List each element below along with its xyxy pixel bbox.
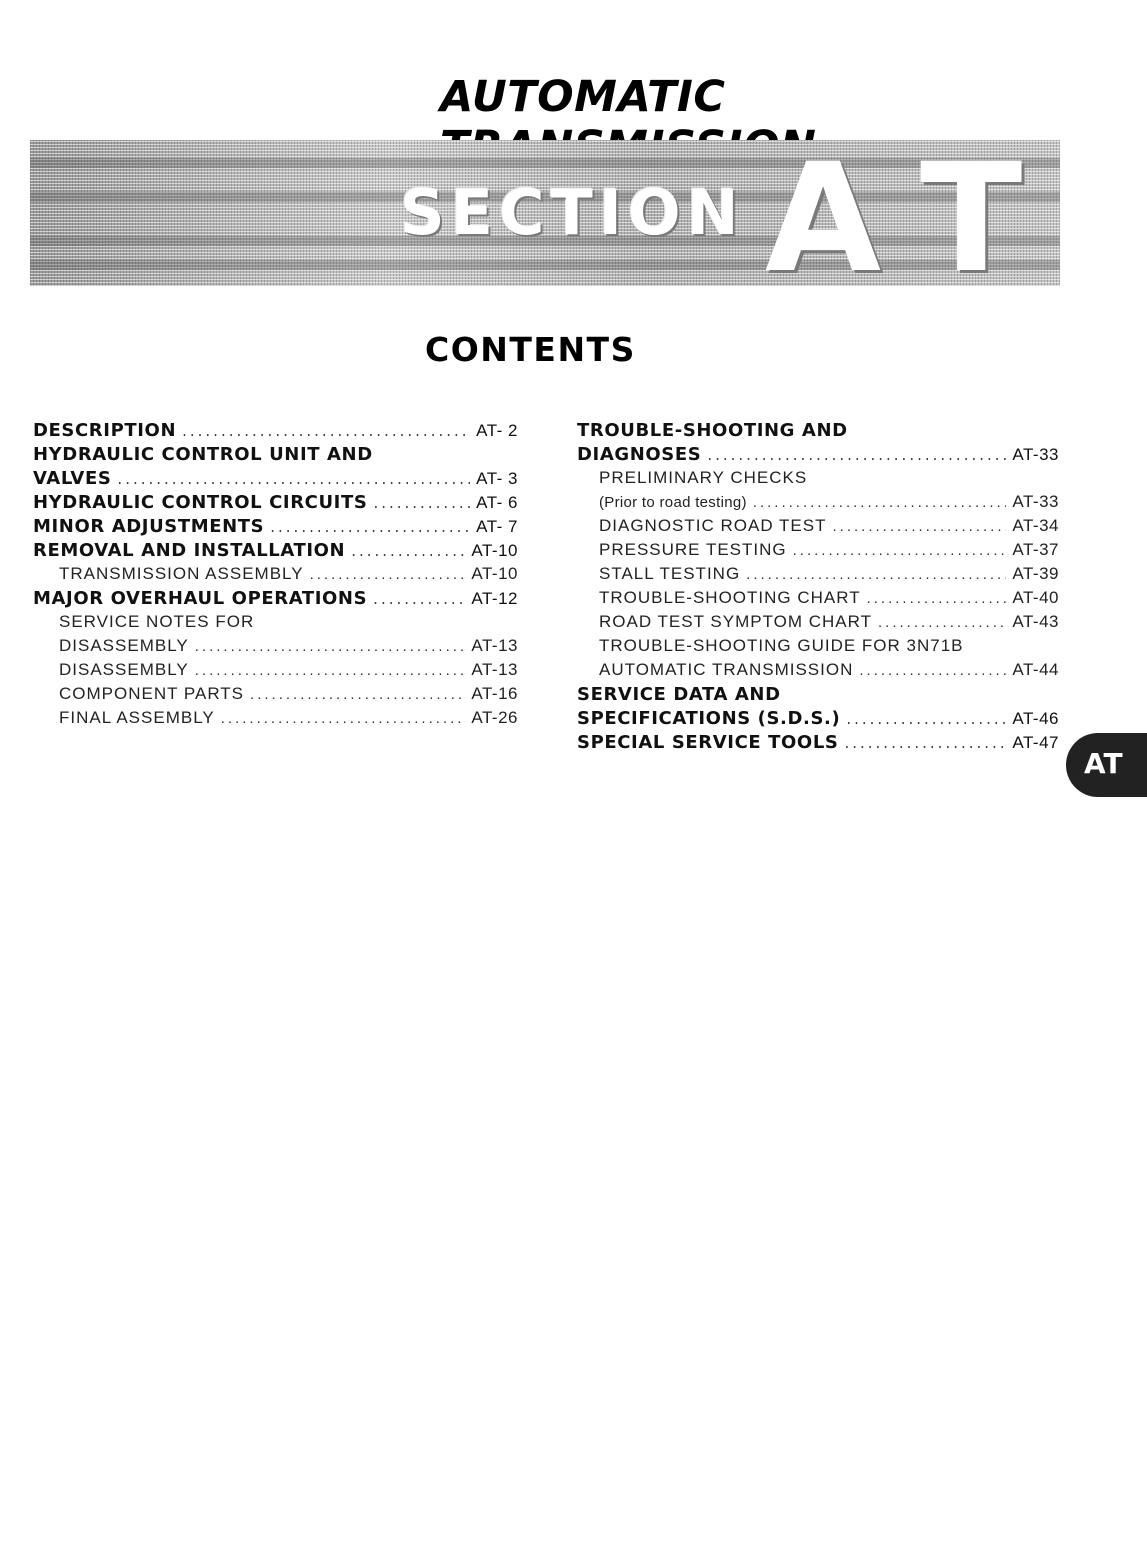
contents-heading: CONTENTS [425, 330, 636, 369]
toc-leader-dots [867, 590, 1007, 607]
section-banner [30, 140, 1060, 286]
toc-entry-preliminary-checks[interactable] [577, 468, 1059, 492]
toc-page-number: AT-33 [1012, 492, 1059, 511]
section-tab-label: AT [1084, 747, 1123, 780]
toc-entry-service-data[interactable] [577, 684, 1059, 708]
toc-entry-special-service-tools[interactable] [577, 732, 1059, 756]
toc-leader-dots [844, 734, 1006, 752]
toc-leader-dots [846, 710, 1006, 728]
toc-entry-final-assembly[interactable] [33, 708, 518, 732]
toc-page-number: AT-13 [471, 660, 518, 679]
toc-entry-label: PRELIMINARY CHECKS [599, 468, 808, 487]
toc-page-number: AT- 2 [476, 421, 518, 440]
banner-stripe [30, 158, 1060, 168]
toc-entry-label: DISASSEMBLY [59, 636, 189, 655]
toc-entry-diagnostic-road-test[interactable] [577, 516, 1059, 540]
section-tab[interactable] [1066, 733, 1147, 797]
toc-page-number: AT-34 [1012, 516, 1059, 535]
toc-entry-label: STALL TESTING [599, 564, 741, 583]
toc-page-number: AT- 7 [476, 517, 518, 536]
toc-entry-label: HYDRAULIC CONTROL UNIT AND [33, 444, 373, 465]
toc-page-number: AT-33 [1012, 445, 1059, 464]
toc-page-number: AT-13 [471, 636, 518, 655]
toc-entry-trouble-shooting-guide[interactable] [577, 636, 1059, 660]
toc-entry-stall-testing[interactable] [577, 564, 1059, 588]
toc-entry-label: PRESSURE TESTING [599, 540, 787, 559]
page-title: AUTOMATIC [440, 72, 726, 122]
toc-page-number: AT-12 [471, 589, 518, 608]
toc-page-number: AT-10 [471, 541, 518, 560]
toc-entry-label: TROUBLE-SHOOTING GUIDE FOR 3N71B [599, 636, 964, 655]
banner-letter-t: T [920, 140, 1023, 286]
toc-leader-dots [793, 542, 1007, 559]
toc-page-number: AT-10 [471, 564, 518, 583]
toc-entry-label: TROUBLE-SHOOTING CHART [599, 588, 861, 607]
toc-entry-label: SPECIAL SERVICE TOOLS [577, 732, 839, 753]
toc-leader-dots [310, 566, 466, 583]
toc-entry-major-overhaul[interactable] [33, 588, 518, 612]
toc-left-column [33, 420, 518, 732]
toc-page-number: AT-47 [1012, 733, 1059, 752]
toc-leader-dots [373, 590, 465, 608]
toc-entry-label: DIAGNOSTIC ROAD TEST [599, 516, 827, 535]
toc-page-number: AT-43 [1012, 612, 1059, 631]
toc-leader-dots [746, 566, 1006, 583]
toc-entry-label: DESCRIPTION [33, 420, 177, 441]
toc-leader-dots [351, 542, 465, 560]
toc-leader-dots [859, 662, 1006, 679]
toc-entry-trouble-shooting[interactable] [577, 420, 1059, 444]
toc-leader-dots [182, 422, 470, 440]
toc-entry-minor-adjustments[interactable] [33, 516, 518, 540]
toc-entry-label: DISASSEMBLY [59, 660, 189, 679]
toc-entry-label: DIAGNOSES [577, 444, 702, 465]
toc-page-number: AT-37 [1012, 540, 1059, 559]
toc-right-column [577, 420, 1059, 756]
toc-entry-transmission-assembly[interactable] [33, 564, 518, 588]
toc-page-number: AT-46 [1012, 709, 1059, 728]
toc-entry-label: MAJOR OVERHAUL OPERATIONS [33, 588, 368, 609]
toc-entry-service-notes[interactable] [33, 612, 518, 636]
banner-letter-a: A [765, 140, 882, 286]
toc-entry-component-parts[interactable] [33, 684, 518, 708]
toc-entry-road-test-symptom-chart[interactable] [577, 612, 1059, 636]
toc-entry-label: TROUBLE-SHOOTING AND [577, 420, 848, 441]
toc-leader-dots [833, 518, 1007, 535]
toc-entry-label: HYDRAULIC CONTROL CIRCUITS [33, 492, 368, 513]
toc-entry-specifications[interactable] [577, 708, 1059, 732]
toc-entry-label: (Prior to road testing) [599, 494, 747, 511]
toc-leader-dots [707, 446, 1006, 464]
toc-leader-dots [753, 494, 1007, 511]
toc-page-number: AT-16 [471, 684, 518, 703]
toc-leader-dots [195, 638, 466, 655]
toc-leader-dots [373, 494, 470, 512]
toc-leader-dots [250, 686, 465, 703]
toc-entry-trouble-shooting-chart[interactable] [577, 588, 1059, 612]
toc-entry-removal-installation[interactable] [33, 540, 518, 564]
toc-leader-dots [270, 518, 470, 536]
toc-entry-label: AUTOMATIC TRANSMISSION [599, 660, 854, 679]
toc-page-number: AT- 3 [476, 469, 518, 488]
toc-page-number: AT- 6 [476, 493, 518, 512]
toc-entry-label: FINAL ASSEMBLY [59, 708, 215, 727]
toc-entry-label: REMOVAL AND INSTALLATION [33, 540, 346, 561]
banner-stripe [30, 260, 1060, 270]
toc-leader-dots [878, 614, 1006, 631]
toc-entry-diagnoses[interactable] [577, 444, 1059, 468]
toc-entry-hydraulic-control-circuits[interactable] [33, 492, 518, 516]
banner-section-word: SECTION [400, 176, 745, 249]
toc-leader-dots [117, 470, 470, 488]
toc-entry-disassembly[interactable] [33, 660, 518, 684]
toc-entry-valves[interactable] [33, 468, 518, 492]
toc-entry-label: ROAD TEST SYMPTOM CHART [599, 612, 873, 631]
toc-page-number: AT-26 [471, 708, 518, 727]
toc-entry-label: SERVICE DATA AND [577, 684, 781, 705]
toc-entry-prior-road-testing[interactable] [577, 492, 1059, 516]
toc-entry-label: COMPONENT PARTS [59, 684, 245, 703]
toc-page-number: AT-44 [1012, 660, 1059, 679]
toc-entry-hydraulic-control-unit[interactable] [33, 444, 518, 468]
toc-entry-description[interactable] [33, 420, 518, 444]
toc-leader-dots [195, 662, 466, 679]
toc-page-number: AT-40 [1012, 588, 1059, 607]
toc-page-number: AT-39 [1012, 564, 1059, 583]
toc-entry-automatic-transmission[interactable] [577, 660, 1059, 684]
toc-entry-label: TRANSMISSION ASSEMBLY [59, 564, 304, 583]
toc-entry-label: MINOR ADJUSTMENTS [33, 516, 265, 537]
toc-entry-label: VALVES [33, 468, 112, 489]
toc-entry-label: SERVICE NOTES FOR [59, 612, 255, 631]
toc-entry-disassembly-notes[interactable] [33, 636, 518, 660]
toc-leader-dots [221, 710, 466, 727]
toc-entry-pressure-testing[interactable] [577, 540, 1059, 564]
toc-entry-label: SPECIFICATIONS (S.D.S.) [577, 708, 841, 729]
